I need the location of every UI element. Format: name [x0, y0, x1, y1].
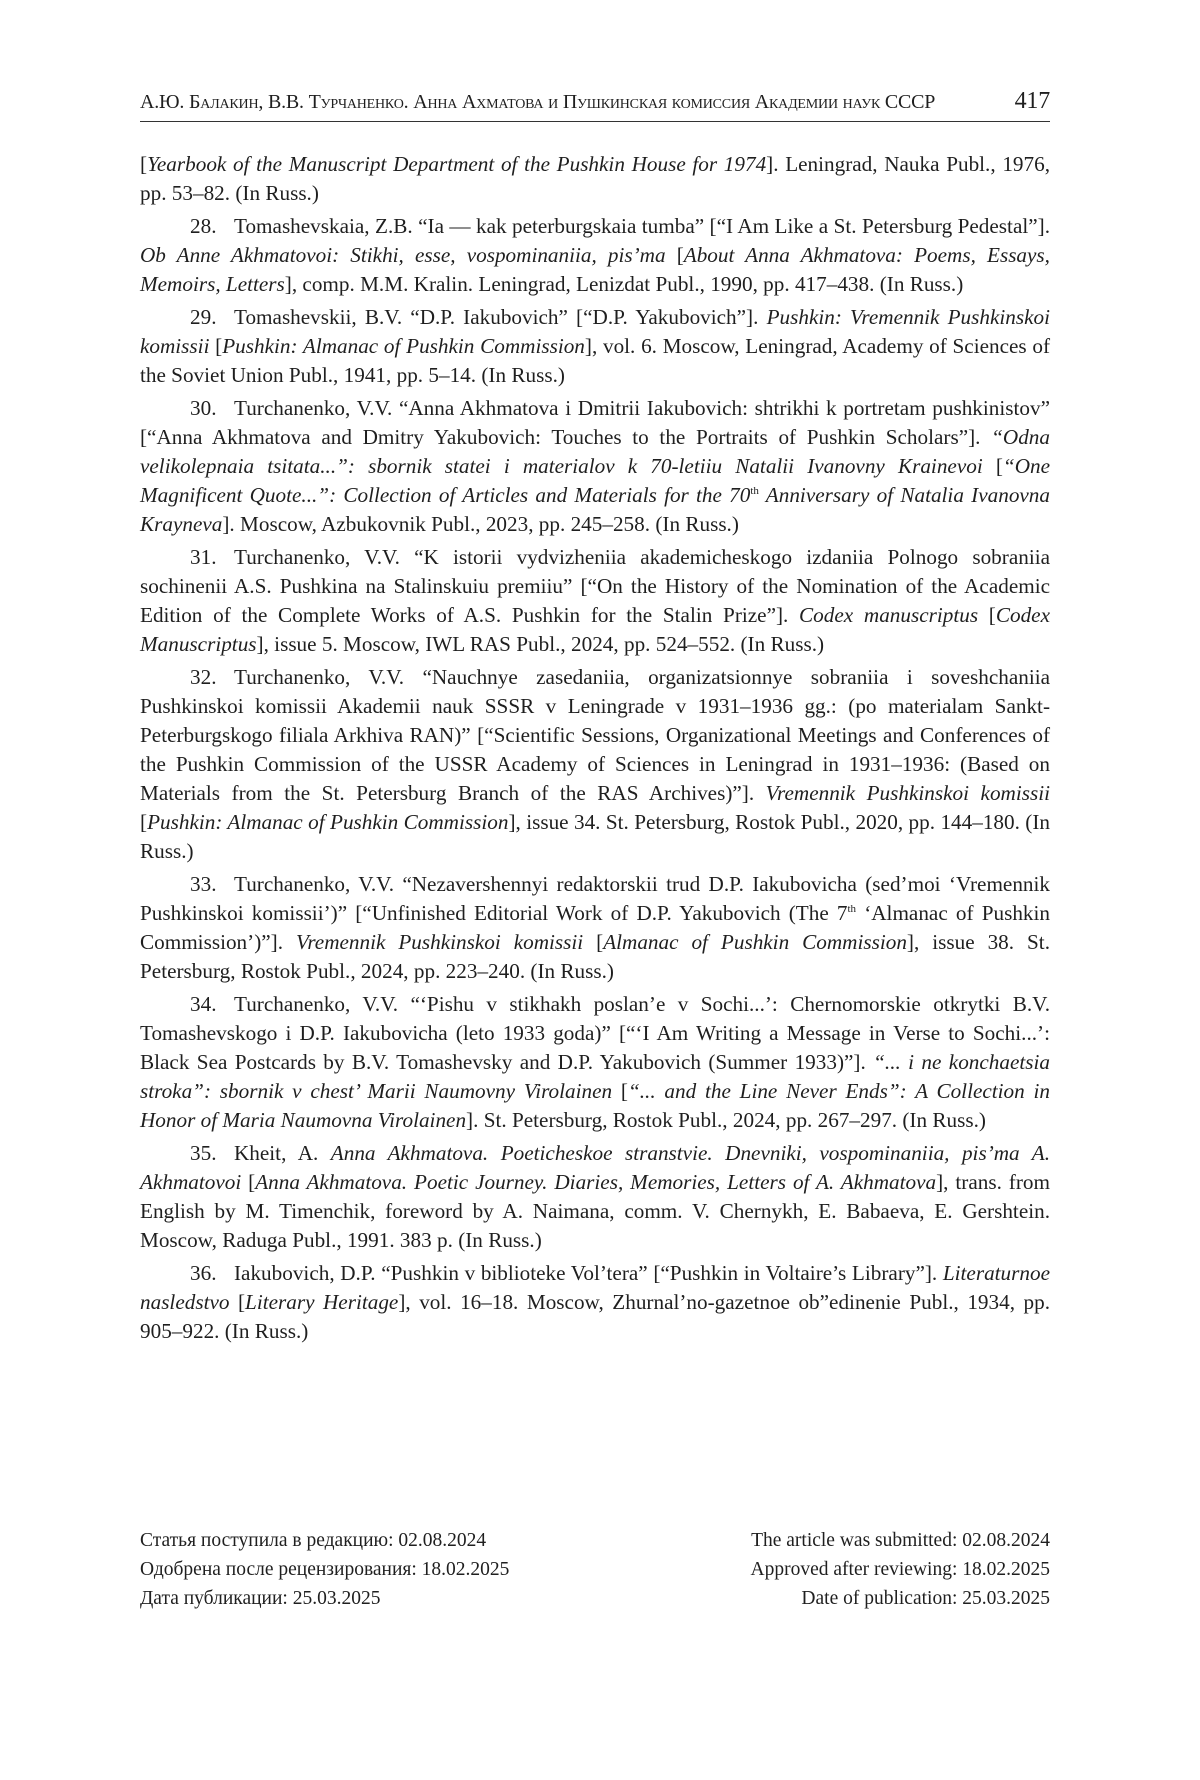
- running-head-title: А.Ю. Балакин, В.В. Турчаненко. Анна Ахматова и Пушкинская комиссия Академии наук СССР: [140, 91, 936, 113]
- reference-34: [140, 990, 1050, 1135]
- article-dates-ru: [140, 1526, 509, 1613]
- ref-text: Iakubovich, D.P. “Pushkin v biblioteke Vol’tera” [“Pushkin in Voltaire’s Library”].: [234, 1261, 943, 1285]
- article-dates-en: [751, 1526, 1050, 1613]
- ref-title: Pushkin: Vremennik Pushkinskoi komissii: [140, 305, 1050, 358]
- ref-title: Vremennik Pushkinskoi komissii: [765, 781, 1050, 805]
- reference-36: [140, 1259, 1050, 1346]
- reference-29: [140, 303, 1050, 390]
- ref-number: 28.: [190, 214, 217, 238]
- running-head: [140, 88, 1050, 122]
- ref-text: ], issue 38. St. Petersburg, Rostok Publ., 2024, pp. 223–240. (In Russ.): [140, 930, 1050, 983]
- ref-text: ], issue 5. Moscow, IWL RAS Publ., 2024, pp. 524–552. (In Russ.): [256, 632, 825, 656]
- ref-number: 30.: [190, 396, 217, 420]
- ref-text: Turchanenko, V.V. “Anna Akhmatova i Dmitrii Iakubovich: shtrikhi k portretam pushkinistov” [“Anna Akhmatova and Dmitry Yakubovich: Touches to the Portraits of Pushkin Scholars”].: [140, 396, 1050, 449]
- reference-31: [140, 543, 1050, 659]
- ref-title-en: Yearbook of the Manuscript Department of the Pushkin House for 1974: [147, 152, 767, 176]
- ref-number: 34.: [190, 992, 217, 1016]
- ref-text: Tomashevskaia, Z.B. “Ia — kak peterburgskaia tumba” [“I Am Like a St. Petersburg Pedestal”].: [234, 214, 1050, 238]
- ref-text: [: [209, 334, 223, 358]
- page-number: 417: [1014, 88, 1050, 114]
- ref-text: Tomashevskii, B.V. “D.P. Iakubovich” [“D.P. Yakubovich”].: [234, 305, 767, 329]
- ref-text: Kheit, A.: [234, 1141, 331, 1165]
- date-received-ru: Статья поступила в редакцию: 02.08.2024: [140, 1530, 487, 1551]
- ref-number: 36.: [190, 1261, 217, 1285]
- ref-text: ‘Almanac of Pushkin Commission’)”].: [140, 901, 1050, 954]
- date-published-en: Date of publication: 25.03.2025: [801, 1588, 1050, 1609]
- ref-title: Vremennik Pushkinskoi komissii: [295, 930, 584, 954]
- ref-text: ]. Leningrad, Nauka Publ., 1976, pp. 53–82. (In Russ.): [140, 152, 1050, 205]
- reference-33: [140, 870, 1050, 986]
- reference-30: [140, 394, 1050, 539]
- ref-number: 35.: [190, 1141, 217, 1165]
- ref-text: Turchanenko, V.V. “Nezavershennyi redaktorskii trud D.P. Iakubovicha (sed’moi ‘Vremennik Pushkinskoi komissii’)” [“Unfinished Editorial Work of D.P. Yakubovich (The 7: [140, 872, 1050, 925]
- ref-title-en: “One Magnificent Quote...”: Collection of Articles and Materials for the 70: [140, 454, 1050, 507]
- ref-title: “... i ne konchaetsia stroka”: sbornik v chest’ Marii Naumovny Virolainen: [140, 1050, 1050, 1103]
- ref-title-en: “... and the Line Never Ends”: A Collection in Honor of Maria Naumovna Virolainen: [140, 1079, 1050, 1132]
- ref-text: [: [140, 810, 148, 834]
- ref-number: 31.: [190, 545, 217, 569]
- ref-text: ]. St. Petersburg, Rostok Publ., 2024, pp. 267–297. (In Russ.): [466, 1108, 986, 1132]
- ref-title-en: Pushkin: Almanac of Pushkin Commission: [147, 810, 509, 834]
- ref-text: Turchanenko, V.V. “K istorii vydvizheniia akademicheskogo izdaniia Polnogo sobraniia sochinenii A.S. Pushkina na Stalinskuiu premiiu” [“On the History of the Nomination of the Academic Edition of the Complete Works of A.S. Pushkin for the Stalin Prize”].: [140, 545, 1050, 627]
- ref-title: “Odna velikolepnaia tsitata...”: sbornik statei i materialov k 70-letiiu Natalii Ivanovny Krainevoi: [140, 425, 1050, 478]
- ref-title-en: Anna Akhmatova. Poetic Journey. Diaries, Memories, Letters of A. Akhmatova: [255, 1170, 937, 1194]
- date-published-ru: Дата публикации: 25.03.2025: [140, 1588, 381, 1609]
- ref-text: [: [583, 930, 604, 954]
- ref-text: [: [612, 1079, 628, 1103]
- ref-title-en: Pushkin: Almanac of Pushkin Commission: [222, 334, 585, 358]
- reference-35: [140, 1139, 1050, 1255]
- ref-title: Anna Akhmatova. Poeticheskoe stranstvie. Dnevniki, vospominaniia, pis’ma A. Akhmatovoi: [140, 1141, 1050, 1194]
- ref-text: ], trans. from English by M. Timenchik, foreword by A. Naimana, comm. V. Chernykh, E. Babaeva, E. Gershtein. Moscow, Raduga Publ., 1991. 383 p. (In Russ.): [140, 1170, 1050, 1252]
- ref-text: ], comp. M.M. Kralin. Leningrad, Lenizdat Publ., 1990, pp. 417–438. (In Russ.): [284, 272, 964, 296]
- date-received-en: The article was submitted: 02.08.2024: [751, 1530, 1050, 1551]
- date-approved-ru: Одобрена после рецензирования: 18.02.2025: [140, 1559, 510, 1580]
- ref-title-en: Anniversary of Natalia Ivanovna Krayneva: [140, 483, 1050, 536]
- ref-superscript: th: [750, 484, 759, 497]
- ref-title: Ob Anne Akhmatovoi: Stikhi, esse, vospominaniia, pis’ma: [140, 243, 666, 267]
- ref-title-en: Literary Heritage: [245, 1290, 399, 1314]
- ref-superscript: th: [847, 902, 857, 915]
- ref-text: [: [229, 1290, 246, 1314]
- article-dates: [140, 1526, 1050, 1613]
- ref-title: Codex manuscriptus: [799, 603, 979, 627]
- reference-32: [140, 663, 1050, 866]
- ref-text: [: [665, 243, 684, 267]
- ref-text: ], vol. 6. Moscow, Leningrad, Academy of Sciences of the Soviet Union Publ., 1941, pp. 5–14. (In Russ.): [140, 334, 1051, 387]
- reference-list: [140, 150, 1050, 1350]
- ref-text: [: [978, 603, 996, 627]
- ref-text: Turchanenko, V.V. “Nauchnye zasedaniia, organizatsionnye sobraniia i soveshchaniia Pushkinskoi komissii Akademii nauk SSSR v Leningrade v 1931–1936 gg.: (po materialam Sankt-Peterburgskogo filiala Arkhiva RAN)” [“Scientific Sessions, Organizational Meetings and Conferences of the Pushkin Commission of the USSR Academy of Sciences in Leningrad in 1931–1936: (Based on Materials from the St. Petersburg Branch of the RAS Archives)”].: [140, 665, 1050, 805]
- ref-title-en: Codex Manuscriptus: [140, 603, 1050, 656]
- reference-27-continuation: [Yearbook of the Manuscript Department of the Pushkin House for 1974]. Leningrad, Nauka Publ., 1976, pp. 53–82. (In Russ.): [140, 152, 1050, 205]
- ref-title-en: About Anna Akhmatova: Poems, Essays, Memoirs, Letters: [140, 243, 1050, 296]
- ref-text: [: [241, 1170, 256, 1194]
- date-approved-en: Approved after reviewing: 18.02.2025: [750, 1559, 1050, 1580]
- ref-text: [: [982, 454, 1003, 478]
- ref-title-en: Almanac of Pushkin Commission: [603, 930, 907, 954]
- ref-number: 29.: [190, 305, 217, 329]
- reference-28: [140, 212, 1050, 299]
- ref-text: Turchanenko, V.V. “‘Pishu v stikhakh poslan’e v Sochi...’: Chernomorskie otkrytki B.V. Tomashevskogo i D.P. Iakubovicha (leto 1933 goda)” [“‘I Am Writing a Message in Verse to Sochi...’: Black Sea Postcards by B.V. Tomashevsky and D.P. Yakubovich (Summer 1933)”].: [140, 992, 1050, 1074]
- ref-title: Literaturnoe nasledstvo: [140, 1261, 1050, 1314]
- ref-text: ], vol. 16–18. Moscow, Zhurnal’no-gazetnoe ob”edinenie Publ., 1934, pp. 905–922. (In Russ.): [140, 1290, 1050, 1343]
- ref-text: ], issue 34. St. Petersburg, Rostok Publ., 2020, pp. 144–180. (In Russ.): [140, 810, 1051, 863]
- ref-number: 32.: [190, 665, 217, 689]
- ref-number: 33.: [190, 872, 217, 896]
- ref-text: ]. Moscow, Azbukovnik Publ., 2023, pp. 245–258. (In Russ.): [222, 512, 739, 536]
